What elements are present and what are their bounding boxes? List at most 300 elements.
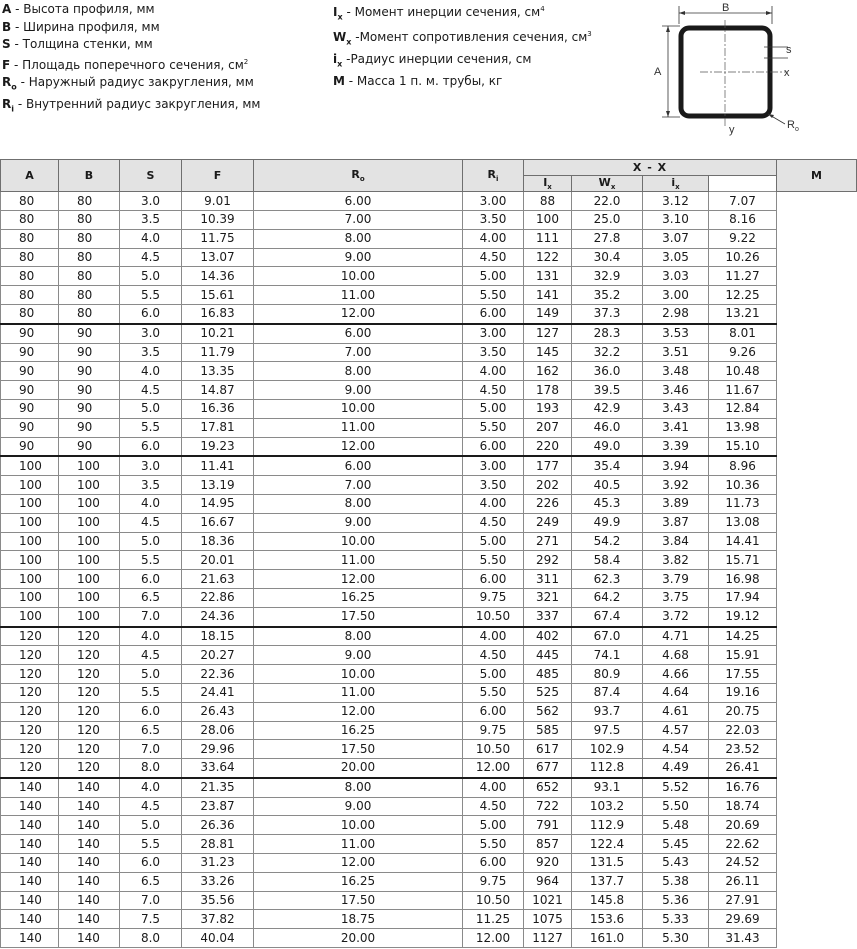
cell-s: 4.5	[120, 513, 182, 532]
cell-s: 6.5	[120, 872, 182, 891]
table-row	[1, 891, 857, 910]
table-row	[1, 740, 857, 759]
cell-ri: 11.25	[463, 910, 524, 929]
header-ri-sub: i	[496, 175, 499, 184]
cell-ix-radius: 3.46	[643, 381, 709, 400]
profile-table	[0, 159, 857, 948]
cell-b: 140	[59, 835, 120, 854]
cell-s: 3.0	[120, 192, 182, 211]
cell-ri: 10.50	[463, 740, 524, 759]
label-b: B	[722, 2, 730, 14]
cell-ix-radius: 3.79	[643, 570, 709, 589]
cell-ix-radius: 4.49	[643, 759, 709, 778]
cell-a: 90	[1, 343, 59, 362]
cell-f: 14.36	[182, 267, 254, 286]
table-row	[1, 343, 857, 362]
legend-symbol-main: I	[333, 5, 338, 19]
cell-b: 140	[59, 816, 120, 835]
cell-m: 8.01	[709, 324, 777, 343]
cell-ix: 857	[524, 835, 572, 854]
legend-text	[345, 74, 502, 88]
cell-ro: 9.00	[254, 248, 463, 267]
cell-ix-radius: 3.10	[643, 210, 709, 229]
table-row	[1, 476, 857, 495]
cell-ro: 17.50	[254, 607, 463, 626]
cell-b: 90	[59, 343, 120, 362]
header-m: M	[777, 160, 857, 192]
header-group-xx: X - X	[524, 160, 777, 176]
table-row	[1, 778, 857, 797]
cell-s: 6.5	[120, 721, 182, 740]
table-row	[1, 304, 857, 323]
label-ro-main: R	[787, 119, 795, 131]
table-row	[1, 362, 857, 381]
cell-f: 26.36	[182, 816, 254, 835]
cell-ix: 617	[524, 740, 572, 759]
cell-ri: 5.00	[463, 665, 524, 684]
cell-f: 28.81	[182, 835, 254, 854]
cell-ro: 16.25	[254, 872, 463, 891]
cell-ix-radius: 5.52	[643, 778, 709, 797]
cell-wx: 87.4	[572, 683, 643, 702]
cell-a: 120	[1, 740, 59, 759]
cell-a: 140	[1, 929, 59, 948]
cell-ix-radius: 3.53	[643, 324, 709, 343]
cell-s: 3.0	[120, 324, 182, 343]
cell-ix: 127	[524, 324, 572, 343]
cell-f: 9.01	[182, 192, 254, 211]
legend-item	[2, 96, 260, 118]
cell-s: 7.5	[120, 910, 182, 929]
cell-ix: 525	[524, 683, 572, 702]
cell-wx: 161.0	[572, 929, 643, 948]
label-ro-sub: o	[794, 126, 799, 133]
cell-wx: 54.2	[572, 532, 643, 551]
cell-f: 10.21	[182, 324, 254, 343]
cell-a: 120	[1, 683, 59, 702]
cell-ri: 4.50	[463, 797, 524, 816]
cell-m: 9.22	[709, 229, 777, 248]
cell-b: 120	[59, 759, 120, 778]
cell-ro: 17.50	[254, 740, 463, 759]
cell-b: 80	[59, 286, 120, 305]
cell-a: 80	[1, 192, 59, 211]
cell-s: 5.5	[120, 683, 182, 702]
cell-a: 80	[1, 248, 59, 267]
cell-m: 12.84	[709, 399, 777, 418]
cell-ix-radius: 3.12	[643, 192, 709, 211]
cell-ri: 6.00	[463, 570, 524, 589]
cell-ix: 585	[524, 721, 572, 740]
table-row	[1, 286, 857, 305]
label-s: s	[786, 44, 792, 56]
legend-text	[14, 97, 260, 111]
legend-item	[333, 51, 592, 73]
cell-ri: 6.00	[463, 304, 524, 323]
cell-a: 120	[1, 759, 59, 778]
cell-ri: 4.50	[463, 381, 524, 400]
cell-f: 11.79	[182, 343, 254, 362]
cell-ix-radius: 3.87	[643, 513, 709, 532]
table-row	[1, 721, 857, 740]
table-row	[1, 835, 857, 854]
cell-m: 14.41	[709, 532, 777, 551]
cell-ix: 149	[524, 304, 572, 323]
cell-ro: 10.00	[254, 665, 463, 684]
cell-ix: 162	[524, 362, 572, 381]
cell-m: 29.69	[709, 910, 777, 929]
cell-ix: 292	[524, 551, 572, 570]
cell-ro: 9.00	[254, 797, 463, 816]
table-row	[1, 872, 857, 891]
cell-ro: 10.00	[254, 816, 463, 835]
legend-text-main: -Момент сопротивления сечения, см	[351, 29, 588, 44]
cell-ix: 141	[524, 286, 572, 305]
table-row	[1, 588, 857, 607]
cell-ri: 6.00	[463, 437, 524, 456]
cell-a: 100	[1, 551, 59, 570]
cell-ix: 920	[524, 854, 572, 873]
cell-a: 90	[1, 362, 59, 381]
cell-m: 8.96	[709, 456, 777, 475]
cell-ro: 11.00	[254, 683, 463, 702]
cell-wx: 67.0	[572, 627, 643, 646]
cell-ix-radius: 3.89	[643, 494, 709, 513]
cell-ix: 249	[524, 513, 572, 532]
table-row	[1, 551, 857, 570]
legend-symbol-main: i	[333, 51, 338, 66]
table-row	[1, 910, 857, 929]
cell-m: 13.21	[709, 304, 777, 323]
cell-wx: 22.0	[572, 192, 643, 211]
cell-f: 13.19	[182, 476, 254, 495]
cell-ix: 178	[524, 381, 572, 400]
legend-text-sup: 3	[587, 29, 592, 38]
header-ro-main: R	[351, 168, 360, 181]
cell-ix: 321	[524, 588, 572, 607]
cell-ix: 445	[524, 646, 572, 665]
cell-b: 120	[59, 702, 120, 721]
legend-text	[11, 20, 160, 34]
cell-m: 11.67	[709, 381, 777, 400]
cell-ro: 9.00	[254, 513, 463, 532]
cell-ro: 9.00	[254, 646, 463, 665]
cell-ri: 10.50	[463, 891, 524, 910]
cell-ix: 791	[524, 816, 572, 835]
cell-ri: 3.00	[463, 192, 524, 211]
cell-a: 140	[1, 854, 59, 873]
cell-ro: 7.00	[254, 476, 463, 495]
cell-s: 3.5	[120, 343, 182, 362]
legend-text	[342, 52, 531, 66]
legend-item	[2, 36, 260, 54]
cell-ri: 3.50	[463, 476, 524, 495]
cell-ri: 4.50	[463, 513, 524, 532]
cell-s: 4.0	[120, 778, 182, 797]
cell-wx: 35.4	[572, 456, 643, 475]
cell-ri: 9.75	[463, 721, 524, 740]
cell-s: 4.5	[120, 248, 182, 267]
cell-a: 140	[1, 891, 59, 910]
legend-symbol	[2, 2, 11, 16]
cell-wx: 27.8	[572, 229, 643, 248]
cell-b: 140	[59, 797, 120, 816]
legend-text	[11, 37, 153, 51]
table-row	[1, 437, 857, 456]
cell-s: 5.0	[120, 816, 182, 835]
header-wx	[572, 176, 643, 192]
cell-ix-radius: 3.51	[643, 343, 709, 362]
cell-wx: 32.9	[572, 267, 643, 286]
legend-item	[2, 1, 260, 19]
cell-wx: 49.9	[572, 513, 643, 532]
cell-b: 140	[59, 778, 120, 797]
cell-s: 7.0	[120, 740, 182, 759]
cell-s: 5.5	[120, 286, 182, 305]
cell-ri: 5.50	[463, 418, 524, 437]
legend-symbol-sub: x	[337, 59, 343, 69]
cell-s: 4.0	[120, 494, 182, 513]
cell-m: 14.25	[709, 627, 777, 646]
cell-ri: 5.00	[463, 532, 524, 551]
table-row	[1, 399, 857, 418]
cell-m: 13.08	[709, 513, 777, 532]
cell-ri: 10.50	[463, 607, 524, 626]
cell-s: 6.0	[120, 570, 182, 589]
cell-f: 24.36	[182, 607, 254, 626]
table-row	[1, 532, 857, 551]
cell-ix-radius: 4.66	[643, 665, 709, 684]
table-header	[1, 160, 857, 192]
cell-ro: 12.00	[254, 854, 463, 873]
cell-a: 100	[1, 476, 59, 495]
table-row	[1, 854, 857, 873]
cell-s: 3.5	[120, 476, 182, 495]
table-row	[1, 210, 857, 229]
header-a: A	[1, 160, 59, 192]
cell-b: 90	[59, 418, 120, 437]
cell-ix: 193	[524, 399, 572, 418]
cell-s: 5.0	[120, 399, 182, 418]
cell-s: 5.5	[120, 551, 182, 570]
cell-a: 100	[1, 588, 59, 607]
cell-f: 14.87	[182, 381, 254, 400]
cell-m: 10.48	[709, 362, 777, 381]
cell-a: 80	[1, 304, 59, 323]
cell-ix: 337	[524, 607, 572, 626]
cell-ix: 100	[524, 210, 572, 229]
cell-ri: 5.50	[463, 835, 524, 854]
cell-s: 4.5	[120, 381, 182, 400]
table-row	[1, 494, 857, 513]
cell-f: 22.86	[182, 588, 254, 607]
cell-ix: 207	[524, 418, 572, 437]
cell-b: 90	[59, 381, 120, 400]
header-ix-radius-main: i	[671, 176, 676, 189]
cell-wx: 131.5	[572, 854, 643, 873]
cell-f: 17.81	[182, 418, 254, 437]
legend-item	[2, 19, 260, 37]
cell-f: 11.75	[182, 229, 254, 248]
cell-wx: 93.1	[572, 778, 643, 797]
cell-ix-radius: 3.72	[643, 607, 709, 626]
cell-b: 100	[59, 513, 120, 532]
cell-b: 90	[59, 324, 120, 343]
legend-symbol	[333, 51, 343, 69]
cell-ri: 3.50	[463, 343, 524, 362]
cell-b: 80	[59, 229, 120, 248]
cell-ro: 12.00	[254, 304, 463, 323]
cell-a: 80	[1, 267, 59, 286]
cell-ix-radius: 5.38	[643, 872, 709, 891]
dim-a-arrow-top	[666, 26, 670, 32]
cell-s: 8.0	[120, 759, 182, 778]
legend-symbol-main: F	[2, 57, 11, 72]
table-row	[1, 607, 857, 626]
cell-ix-radius: 5.36	[643, 891, 709, 910]
cell-m: 9.26	[709, 343, 777, 362]
cell-ix: 1021	[524, 891, 572, 910]
cell-ro: 16.25	[254, 588, 463, 607]
cell-s: 4.5	[120, 797, 182, 816]
table-row	[1, 192, 857, 211]
cell-ix-radius: 3.48	[643, 362, 709, 381]
cell-b: 90	[59, 399, 120, 418]
cell-f: 31.23	[182, 854, 254, 873]
cell-wx: 30.4	[572, 248, 643, 267]
cell-ix: 226	[524, 494, 572, 513]
legend-text-main: - Толщина стенки, мм	[10, 37, 153, 52]
cell-wx: 153.6	[572, 910, 643, 929]
cell-ri: 5.00	[463, 816, 524, 835]
cell-a: 90	[1, 381, 59, 400]
cell-f: 18.36	[182, 532, 254, 551]
legend-item	[333, 26, 592, 51]
legend-symbol-main: W	[333, 29, 347, 44]
cell-f: 19.23	[182, 437, 254, 456]
cell-m: 27.91	[709, 891, 777, 910]
cell-ix: 271	[524, 532, 572, 551]
cell-a: 90	[1, 418, 59, 437]
cell-a: 90	[1, 399, 59, 418]
cell-ix: 311	[524, 570, 572, 589]
cell-s: 5.5	[120, 835, 182, 854]
cell-a: 140	[1, 872, 59, 891]
cell-ix: 1127	[524, 929, 572, 948]
cell-ix: 202	[524, 476, 572, 495]
cell-ix: 964	[524, 872, 572, 891]
cell-ix: 111	[524, 229, 572, 248]
cell-ix: 220	[524, 437, 572, 456]
cell-ix: 177	[524, 456, 572, 475]
legend-symbol	[2, 20, 11, 34]
cell-a: 100	[1, 513, 59, 532]
legend-text-main: - Внутренний радиус закругления, мм	[14, 97, 261, 112]
cell-ro: 11.00	[254, 835, 463, 854]
legend-symbol-main: A	[2, 2, 12, 16]
legend-item	[2, 74, 260, 96]
cell-b: 100	[59, 588, 120, 607]
table-row	[1, 248, 857, 267]
cell-b: 100	[59, 456, 120, 475]
cell-a: 100	[1, 456, 59, 475]
cell-a: 120	[1, 627, 59, 646]
cell-b: 100	[59, 607, 120, 626]
cell-f: 26.43	[182, 702, 254, 721]
table-row	[1, 627, 857, 646]
cell-s: 6.5	[120, 588, 182, 607]
cell-ro: 7.00	[254, 210, 463, 229]
cell-ri: 4.50	[463, 248, 524, 267]
cell-ri: 4.00	[463, 362, 524, 381]
legend-symbol	[2, 97, 14, 114]
legend-symbol	[333, 5, 343, 22]
cell-b: 140	[59, 929, 120, 948]
cell-ro: 9.00	[254, 381, 463, 400]
cell-ri: 6.00	[463, 854, 524, 873]
header-wx-main: W	[598, 176, 611, 189]
cell-ix-radius: 3.92	[643, 476, 709, 495]
cell-m: 15.10	[709, 437, 777, 456]
cell-f: 14.95	[182, 494, 254, 513]
legend-text-main: -Радиус инерции сечения, см	[342, 51, 532, 66]
cell-ri: 5.50	[463, 286, 524, 305]
cell-ri: 5.00	[463, 267, 524, 286]
cell-ix-radius: 3.94	[643, 456, 709, 475]
cell-ri: 9.75	[463, 872, 524, 891]
cell-ix-radius: 5.30	[643, 929, 709, 948]
cell-m: 17.55	[709, 665, 777, 684]
cell-b: 90	[59, 362, 120, 381]
cell-a: 80	[1, 229, 59, 248]
cell-b: 120	[59, 646, 120, 665]
cell-f: 20.01	[182, 551, 254, 570]
cell-ro: 12.00	[254, 437, 463, 456]
cell-m: 10.36	[709, 476, 777, 495]
legend-right	[333, 1, 592, 91]
dim-a-arrow-bottom	[666, 111, 670, 117]
cell-ro: 6.00	[254, 456, 463, 475]
cell-b: 80	[59, 192, 120, 211]
cell-f: 16.83	[182, 304, 254, 323]
cell-b: 140	[59, 872, 120, 891]
legend-symbol-main: S	[2, 37, 11, 52]
cell-m: 23.52	[709, 740, 777, 759]
header-ro	[254, 160, 463, 192]
cell-ix-radius: 4.61	[643, 702, 709, 721]
table-row	[1, 324, 857, 343]
legend-symbol-sub: x	[337, 12, 343, 22]
cell-ro: 8.00	[254, 627, 463, 646]
cell-a: 100	[1, 607, 59, 626]
cell-wx: 74.1	[572, 646, 643, 665]
table-row	[1, 816, 857, 835]
table-row	[1, 665, 857, 684]
cell-m: 8.16	[709, 210, 777, 229]
cell-m: 26.41	[709, 759, 777, 778]
cell-wx: 122.4	[572, 835, 643, 854]
table-row	[1, 456, 857, 475]
legend-symbol-sub: o	[11, 82, 17, 92]
cell-ro: 11.00	[254, 418, 463, 437]
legend-text-main: - Ширина профиля, мм	[11, 19, 160, 34]
cell-ro: 8.00	[254, 229, 463, 248]
cell-wx: 145.8	[572, 891, 643, 910]
header-ix-radius	[643, 176, 709, 192]
cell-ro: 18.75	[254, 910, 463, 929]
header-wx-sub: x	[610, 183, 616, 192]
cell-b: 120	[59, 740, 120, 759]
